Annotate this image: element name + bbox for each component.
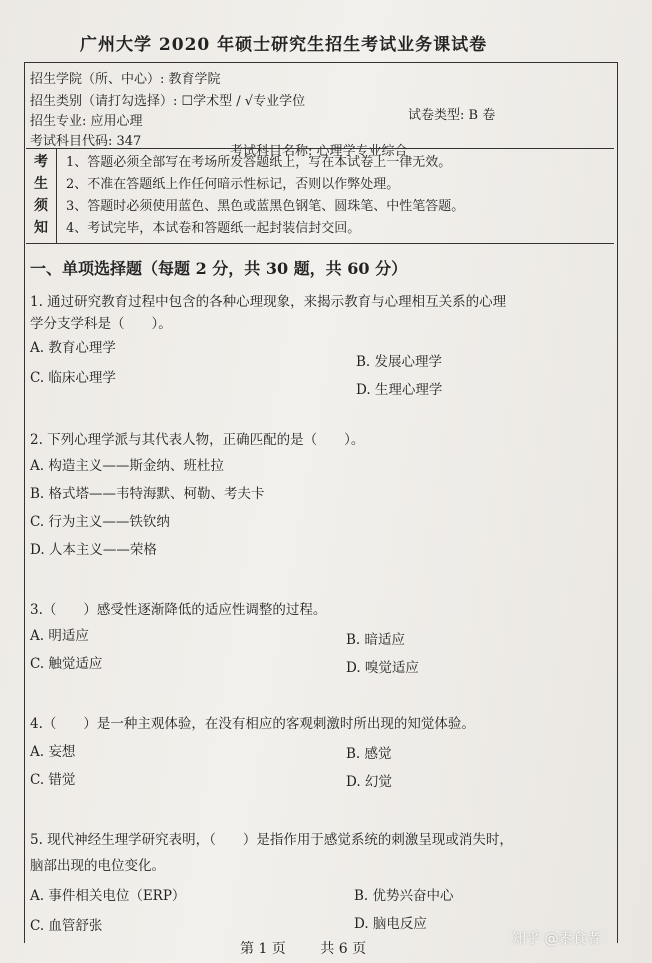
- question-stem: 学分支学科是（ ）。: [30, 316, 172, 332]
- major-line: 招生专业: 应用心理: [30, 114, 143, 129]
- question-stem: 4.（ ）是一种主观体验，在没有相应的客观刺激时所出现的知觉体验。: [30, 716, 475, 732]
- section-heading: 一、单项选择题（每题 2 分，共 30 题，共 60 分）: [30, 259, 408, 278]
- question-option: D. 幻觉: [346, 774, 392, 790]
- page-total: 共 6 页: [320, 941, 367, 957]
- watermark: 知乎 @素食者: [512, 931, 601, 947]
- question-option: C. 血管舒张: [30, 918, 103, 934]
- exam-title: 广州大学 2020 年硕士研究生招生考试业务课试卷: [80, 35, 488, 55]
- notice-heading: [26, 149, 57, 243]
- notice-rule: 2、不准在答题纸上作任何暗示性标记，否则以作弊处理。: [66, 177, 400, 192]
- page-footer: [240, 938, 396, 958]
- question-option: D. 人本主义——荣格: [30, 542, 157, 558]
- question-option: C. 临床心理学: [30, 370, 116, 386]
- question-stem: 5. 现代神经生理学研究表明，（ ）是指作用于感觉系统的刺激呈现或消失时，: [30, 832, 513, 848]
- notice-heading-char: 须: [34, 198, 48, 214]
- notice-heading-char: 知: [34, 220, 48, 236]
- question-stem: 2. 下列心理学派与其代表人物，正确匹配的是（ ）。: [30, 432, 365, 448]
- question-option: D. 脑电反应: [354, 916, 427, 932]
- question-option: A. 构造主义——斯金纳、班杜拉: [30, 458, 224, 474]
- question-option: B. 暗适应: [346, 632, 406, 648]
- subject-name: 考试科目名称: 心理学专业综合: [230, 144, 408, 159]
- question-option: B. 感觉: [346, 746, 392, 762]
- question-stem: 1. 通过研究教育过程中包含的各种心理现象，来揭示教育与心理相互关系的心理: [30, 294, 507, 310]
- paper-type: 试卷类型: B 卷: [408, 108, 496, 123]
- question-stem: 3.（ ）感受性逐渐降低的适应性调整的过程。: [30, 602, 327, 618]
- question-option: C. 触觉适应: [30, 656, 103, 672]
- question-option: A. 明适应: [30, 628, 89, 644]
- question-option: A. 教育心理学: [30, 340, 116, 356]
- question-option: C. 行为主义——铁钦纳: [30, 514, 170, 530]
- question-option: C. 错觉: [30, 772, 76, 788]
- question-option: B. 发展心理学: [356, 354, 443, 370]
- notice-heading-char: 考: [34, 154, 48, 170]
- notice-rule: 3、答题时必须使用蓝色、黑色或蓝黑色钢笔、圆珠笔、中性笔答题。: [66, 199, 465, 214]
- question-option: A. 妄想: [30, 744, 76, 760]
- notice-rule: 1、答题必须全部写在考场所发答题纸上，写在本试卷上一律无效。: [66, 155, 452, 170]
- category-line: 招生类别（请打勾选择）: ☐学术型 / √专业学位: [30, 94, 306, 109]
- exam-notice: [26, 148, 614, 244]
- notice-heading-char: 生: [34, 176, 48, 192]
- question-option: D. 生理心理学: [356, 382, 443, 398]
- school-line: 招生学院（所、中心）: 教育学院: [30, 72, 221, 87]
- notice-rule: 4、考试完毕，本试卷和答题纸一起封装信封交回。: [66, 221, 361, 236]
- question-option: A. 事件相关电位（ERP）: [30, 888, 186, 904]
- page-number: 第 1 页: [240, 941, 286, 957]
- subject-code: 考试科目代码: 347: [30, 134, 142, 149]
- question-option: D. 嗅觉适应: [346, 660, 419, 676]
- question-stem: 脑部出现的电位变化。: [30, 858, 165, 874]
- question-option: B. 格式塔——韦特海默、柯勒、考夫卡: [30, 486, 265, 502]
- question-option: B. 优势兴奋中心: [354, 888, 454, 904]
